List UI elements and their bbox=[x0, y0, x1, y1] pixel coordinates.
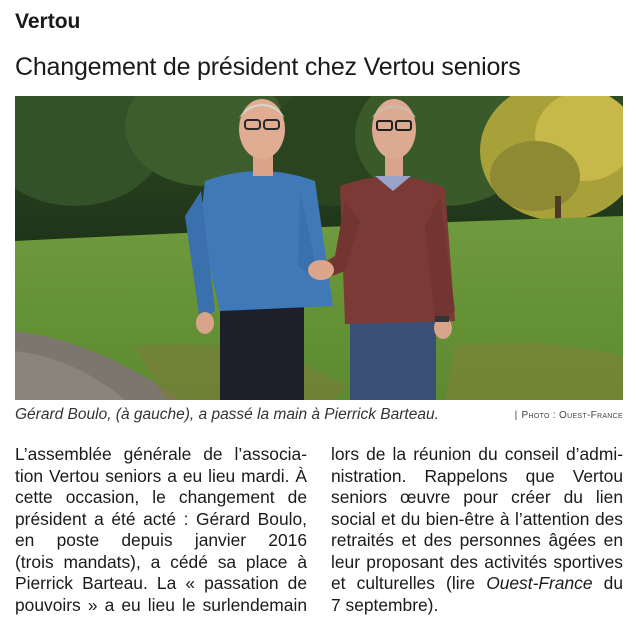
body-line: L’assemblée générale de l’associa- bbox=[15, 444, 307, 464]
body-line: cette occasion, le changement de bbox=[15, 487, 307, 507]
photo-caption-row bbox=[15, 406, 623, 426]
body-line: (trois mandats), a cédé sa place à bbox=[15, 551, 307, 572]
article-location: Vertou bbox=[15, 10, 81, 33]
body-line: président a été acté : Gérard Boulo, bbox=[15, 508, 307, 529]
body-line: lors de la réunion du conseil d’admi- bbox=[331, 444, 623, 464]
body-line: Pierrick Barteau. La « passation de bbox=[15, 573, 307, 593]
photo-credit bbox=[515, 410, 623, 421]
body-line: seniors œuvre pour créer du lien bbox=[331, 487, 623, 507]
body-line: social et du bien-être à l’attention des bbox=[331, 508, 623, 529]
newspaper-name: Ouest-France bbox=[486, 573, 593, 593]
body-line: leur proposant des activités sportives bbox=[331, 551, 623, 572]
body-line-with-citation bbox=[331, 573, 623, 595]
credit-label: Photo : Ouest-France bbox=[521, 410, 623, 421]
body-line: pouvoirs » a eu lieu le surlendemain bbox=[15, 594, 307, 615]
body-text: du bbox=[592, 573, 623, 593]
body-line: retraités et des personnes âgées en bbox=[331, 530, 623, 550]
body-line: tion Vertou seniors a eu lieu mardi. À bbox=[15, 465, 307, 486]
article-photo bbox=[15, 96, 623, 400]
body-line: 7 septembre). bbox=[331, 594, 439, 615]
photo-caption: Gérard Boulo, (à gauche), a passé la main à Pierrick Barteau. bbox=[15, 406, 439, 423]
body-line: nistration. Rappelons que Vertou bbox=[331, 465, 623, 486]
article-body-column-2 bbox=[331, 444, 623, 616]
body-text: et culturelles (lire bbox=[331, 573, 487, 593]
article-body-column-1 bbox=[15, 444, 307, 616]
credit-separator: | bbox=[514, 410, 518, 421]
body-line: en poste depuis janvier 2016 bbox=[15, 530, 307, 550]
article-headline: Changement de président chez Vertou seniors bbox=[15, 53, 521, 81]
